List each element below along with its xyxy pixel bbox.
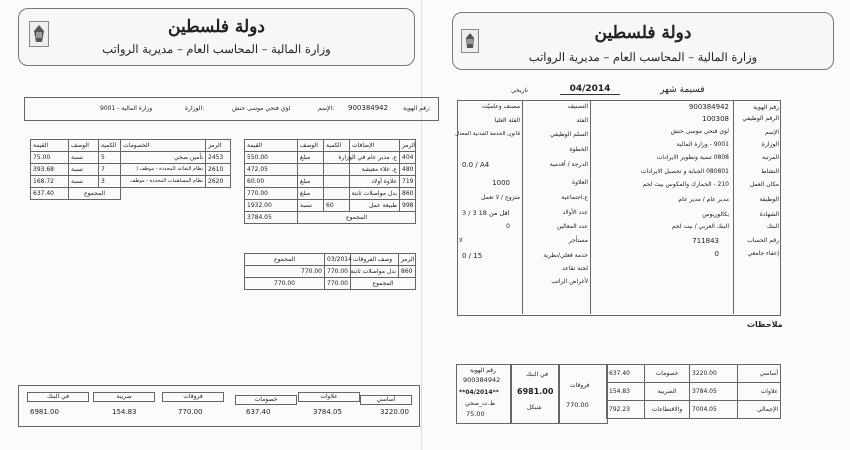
employee-label: مكان العمل [749,181,779,188]
header-cell: الوصف [298,140,324,152]
job-label: ع.اجتماعية [561,194,588,201]
job-value: مصنف وعلميّت [482,103,520,110]
summary-label: خصومات [235,395,297,405]
stub-id-value: 900384942 [463,376,501,384]
job-value: 0 / 15 [462,252,483,260]
job-label: لأغراض الراتب [551,278,588,285]
stub-health-value: 75.00 [466,410,485,418]
cell: نظام المساهمات المحددة - موظف [121,176,206,188]
id-value: 900384942 [348,104,389,112]
summary-value: 770.00 [178,408,203,416]
cell: 5 [99,152,121,164]
cell: 154.83 [607,383,645,401]
total-cell: 3784.05 [245,212,298,224]
table-row [245,164,416,176]
employee-label: رقم الهوية [753,104,779,111]
employee-label: رقم الحساب [747,237,779,244]
cell: 3 [99,176,121,188]
slip-month: 04/2014 [560,84,620,95]
job-label: خدمة فعلي/نظرية [543,252,588,259]
header-cell: الرمز [206,140,231,152]
cell: 3784.05 [690,383,738,401]
job-label: الفئة [576,117,588,124]
stub-id-label: رقم الهوية [470,367,496,374]
name-value: لؤي فتحي موسى حنش [232,105,291,112]
summary-label: علاوات [298,392,360,402]
total-cell: 770.00 [325,278,351,290]
job-value: 3 / 3 اقل من 18 [462,209,510,217]
country-title: دولة فلسطين [168,17,265,37]
employee-value: بكالوريوس [702,211,729,218]
table-row [245,266,416,278]
summary-label: فروقات [162,392,224,402]
ministry-title: وزارة المالية – المحاسب العام – مديرية الرواتب [102,42,331,56]
cell: 404 [400,152,416,164]
cell: بدل مواصلات ثابتة [350,188,400,200]
employee-value: 210 - الجمارك والمكوس بيت لحم [642,181,729,188]
cell: علاوات [738,383,781,401]
job-label: السلم الوظيفي [550,131,588,138]
job-label: مستأجر [568,237,588,244]
table-header-row [245,140,416,152]
cell: 75.00 [31,152,69,164]
employee-label: البنك [766,223,779,230]
job-label: العلاوة [571,179,588,186]
cell [324,188,350,200]
job-value: لا [459,237,463,244]
header-cell: الرمز [400,140,416,152]
summary-label: ضريبة [93,392,155,402]
employee-label: الشهادة [759,211,779,218]
stub-bank-label: في البنك [526,371,548,378]
employee-value: 0 [714,250,719,258]
cell: 472.05 [245,164,298,176]
cell: ع. غلاء معيشة [350,164,400,176]
cell: 719 [400,176,416,188]
cell: 860 [400,188,416,200]
employee-label: الرقم الوظيفي [742,115,779,122]
header-cell: القيمة [31,140,69,152]
employee-value: 0808 تنمية وتطوير الايرادات [656,154,729,161]
cell: 3220.00 [690,365,738,383]
employee-value: البنك العربي / بيت لحم [671,223,729,230]
cell: 2610 [206,164,231,176]
stub-diff-value: 770.00 [566,401,589,409]
table-row [31,164,231,176]
cell: 2620 [206,176,231,188]
date-label: تاريخي [511,87,528,94]
header-cell: الرمز [399,254,416,266]
cell: 770.00 [245,188,298,200]
stub-diff-box [558,364,608,424]
paper-fold [421,0,422,450]
employee-value: 900384942 [688,103,729,111]
cell: 480 [400,164,416,176]
cell: 860 [399,266,416,278]
cell [324,176,350,188]
total-label: المجموع [69,188,121,200]
cell: تأمين صحي [121,152,206,164]
header-cell: المجموع [245,254,325,266]
employee-value: 080801 الجباية و تحصيل الايرادات [640,168,729,175]
cell: 1932.00 [245,200,298,212]
table-row [31,176,231,188]
employee-label: النشاط [760,168,779,175]
cell: 393.68 [31,164,69,176]
summary-label: أساسي [360,395,412,405]
job-value: قانون الخدمة المدنية المعدل [455,131,520,137]
job-label: عدد الأولاد [562,209,588,216]
cell: خصومات [645,365,690,383]
stub-month: **04/2014** [459,389,499,396]
cell: 168.72 [31,176,69,188]
cell: نسبة [69,152,99,164]
ministry-title: وزارة المالية – المحاسب العام – مديرية الرواتب [528,50,758,64]
right-header [452,12,834,70]
cell: ع. مدير عام في الوزارة [350,152,400,164]
table-row [607,365,781,383]
total-label: المجموع [351,278,416,290]
employee-value: مدير عام / مدير عام [678,196,729,203]
cell: 792.23 [607,401,645,419]
summary-label: في البنك [27,392,89,402]
header-cell: 03/2014 [325,254,351,266]
table-row [607,401,781,419]
cell: 60 [324,200,350,212]
summary-value: 637.40 [246,408,271,416]
slip-label: قسيمة شهر [660,85,705,95]
header-cell: الوصف [69,140,99,152]
cell: 998 [400,200,416,212]
table-row [245,176,416,188]
left-header [18,8,415,66]
job-value: 0 [506,223,510,230]
stub-health-label: ط.ت_صحي [465,400,496,407]
header-cell: القيمة [245,140,298,152]
notes-label: ملاحظات [747,320,783,329]
name-label: الإسم: [318,105,335,112]
summary-value: 154.83 [112,408,137,416]
summary-value: 3220.00 [380,408,409,416]
summary-value: 3784.05 [313,408,342,416]
employee-label: الوظيفة [759,196,779,203]
table-header-row [31,140,231,152]
header-cell: وصف الفروقات [351,254,399,266]
employee-divider [733,100,734,314]
cell: 7 [99,164,121,176]
cell: 60.00 [245,176,298,188]
cell: نظام التقاعد المحددة - موظف ( [121,164,206,176]
stub-diff-label: فروقات [570,382,590,389]
employee-label: المرتبة [762,154,779,161]
id-label: رقم الهوية: [403,105,431,112]
differences-table [244,253,416,290]
cell: 7004.05 [690,401,738,419]
country-title: دولة فلسطين [594,23,692,43]
table-header-row [245,254,416,266]
cell: علاوة أولاد [350,176,400,188]
total-label: المجموع [298,212,416,224]
job-label: الدرجة / أقدمية [549,161,588,168]
cell: الضريبة [645,383,690,401]
header-cell: الإضافات [350,140,400,152]
cell: الإجمالي [738,401,781,419]
cell: 770.00 [325,266,351,278]
cell: نسبة [298,200,324,212]
table-total-row [245,278,416,290]
header-cell: الخصومات [121,140,206,152]
header-cell: الكمية [324,140,350,152]
cell: 770.00 [245,266,325,278]
job-label: عدد المعالين [556,223,588,230]
table-row [607,383,781,401]
cell: مبلغ [298,176,324,188]
employee-label: الوزارة [761,141,779,148]
header-cell: الكمية [99,140,121,152]
ministry-value: 9001 - وزارة المالية [100,105,153,112]
job-value: 1000 [492,179,510,187]
job-label: التصنيف [567,103,588,110]
employee-value: 711843 [692,237,719,245]
cell: بدل مواصلات ثابتة [351,266,399,278]
job-value: متزوج / لا تعمل [481,194,520,201]
summary-value: 6981.00 [30,408,59,416]
cell: أساسي [738,365,781,383]
cell: 637.40 [607,365,645,383]
ministry-label: الوزارة: [185,105,205,112]
employee-value: لؤي فتحي موسى حنش [670,128,729,135]
stub-totals-table [606,364,781,419]
cell: طبيعة عمل [350,200,400,212]
cell: مبلغ [298,152,324,164]
table-row [245,188,416,200]
employee-value: 9001 - وزارة المالية [676,141,729,148]
cell: مبلغ [298,188,324,200]
empty-cell [121,188,231,200]
cell: نسبة [69,164,99,176]
table-total-row [31,188,231,200]
cell: 2453 [206,152,231,164]
table-row [245,152,416,164]
employee-divider [522,100,523,314]
cell: والاقتطاعات [645,401,690,419]
job-label: الخطوة [569,146,588,153]
deductions-table [30,139,231,200]
job-value: الفئة العليا [494,117,520,124]
employee-divider [590,100,591,314]
table-row [31,152,231,164]
cell [324,164,350,176]
cell: 550.00 [245,152,298,164]
cell: نسبة [69,176,99,188]
stub-currency: شيكل [527,404,542,411]
cell [298,164,324,176]
job-value: 0.0 / A4 [462,161,490,169]
employee-value: 100308 [702,115,729,123]
total-cell: 770.00 [245,278,325,290]
employee-label: إعفاء جامعي [747,250,779,257]
table-total-row [245,212,416,224]
total-cell: 637.40 [31,188,69,200]
table-row [245,200,416,212]
allowances-table [244,139,416,224]
employee-label: الإسم [764,129,779,136]
stub-bank-value: 6981.00 [517,387,554,396]
job-label: لجنة تقاعد [562,265,588,272]
